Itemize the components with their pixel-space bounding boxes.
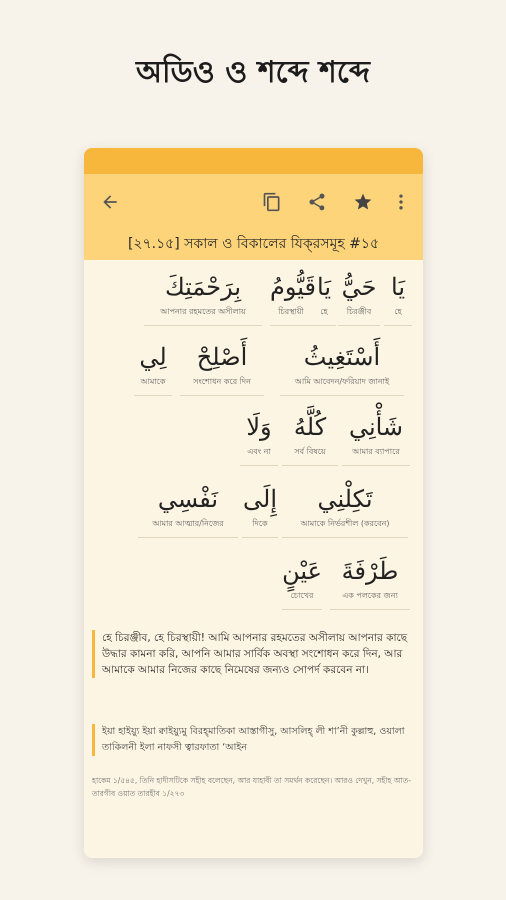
word-meaning: চিরঞ্জীব bbox=[338, 306, 380, 326]
word-arabic: يَا bbox=[391, 273, 405, 301]
word-item[interactable] bbox=[342, 410, 410, 466]
word-item[interactable] bbox=[330, 554, 410, 610]
screen-card bbox=[84, 148, 423, 858]
word-meaning: এবং না bbox=[240, 446, 278, 466]
word-meaning: চোখের bbox=[282, 590, 322, 610]
word-meaning: আমার ব্যাপারে bbox=[342, 446, 410, 466]
word-meaning: আমাকে নির্ভরশীল (করবেন) bbox=[282, 518, 408, 538]
dua-content bbox=[84, 260, 423, 858]
word-arabic: قَيُّومُ bbox=[270, 273, 316, 301]
word-item[interactable] bbox=[280, 340, 404, 396]
word-arabic: يَا bbox=[317, 273, 331, 301]
translation-text: হে চিরঞ্জীব, হে চিরস্থায়ী! আমি আপনার রহমতের অসীলায় আপনার কাছে উদ্ধার কামনা করি, আপনি আমার সার্বিক অবস্থা সংশোধন করে দিন, আর আমাকে আমার নিজের কাছে নিমেষের জন্যও সোপর্দ করবেন না। bbox=[92, 630, 420, 678]
back-button[interactable] bbox=[96, 188, 124, 216]
word-arabic: حَيُّ bbox=[341, 273, 377, 301]
share-button[interactable] bbox=[303, 188, 331, 216]
word-meaning: এক পলকের জন্য bbox=[330, 590, 410, 610]
star-icon bbox=[353, 192, 373, 212]
word-arabic: عَيْنٍ bbox=[282, 557, 322, 585]
word-item[interactable] bbox=[282, 410, 338, 466]
share-icon bbox=[307, 192, 327, 212]
word-meaning: চিরস্থায়ী bbox=[270, 306, 312, 326]
copy-button[interactable] bbox=[258, 188, 286, 216]
favorite-button[interactable] bbox=[349, 188, 377, 216]
word-arabic: تَكِلْنِي bbox=[317, 485, 373, 513]
word-arabic: نَفْسِي bbox=[157, 485, 219, 513]
more-button[interactable] bbox=[387, 188, 415, 216]
word-meaning: আমি আবেদন/ফরিয়াদ জানাই bbox=[280, 376, 404, 396]
word-item[interactable] bbox=[384, 270, 412, 326]
word-arabic: وَلَا bbox=[246, 413, 272, 441]
word-item[interactable] bbox=[180, 340, 264, 396]
word-item[interactable] bbox=[270, 270, 316, 326]
word-item[interactable] bbox=[282, 482, 408, 538]
word-arabic: أَسْتَغِيثُ bbox=[303, 343, 381, 371]
page-title: [২৭.১৫] সকাল ও বিকালের যিক্‌রসমূহ #১৫ bbox=[127, 236, 380, 252]
word-arabic: لِي bbox=[139, 343, 167, 371]
copy-icon bbox=[262, 192, 282, 212]
more-vertical-icon bbox=[391, 192, 411, 212]
word-arabic: أَصْلِحْ bbox=[196, 343, 248, 371]
word-item[interactable] bbox=[144, 270, 262, 326]
word-arabic: طَرْفَةَ bbox=[341, 557, 399, 585]
word-arabic: بِرَحْمَتِكَ bbox=[164, 273, 242, 301]
word-item[interactable] bbox=[242, 482, 278, 538]
word-meaning: আমাকে bbox=[134, 376, 172, 396]
word-item[interactable] bbox=[240, 410, 278, 466]
word-item[interactable] bbox=[134, 340, 172, 396]
app-bar bbox=[84, 174, 423, 260]
headline: অডিও ও শব্দে শব্দে bbox=[136, 55, 370, 90]
reference-text: হাকেম ১/৫৪৫, তিনি হাদীসটিকে সহীহ বলেছেন, আর যাহাবী তা সমর্থন করেছেন। আরও দেখুন, সহীহ আত-তারগীব ওয়াত তারহীব ১/২৭৩ bbox=[92, 776, 411, 798]
arrow-left-icon bbox=[100, 192, 120, 212]
status-bar bbox=[84, 148, 423, 174]
word-item[interactable] bbox=[338, 270, 380, 326]
word-arabic: كُلَّهُ bbox=[293, 413, 327, 441]
word-meaning: আমার আত্মার/নিজের bbox=[138, 518, 238, 538]
word-meaning: হে bbox=[384, 306, 412, 326]
word-meaning: সংশোধন করে দিন bbox=[180, 376, 264, 396]
word-meaning: আপনার রহমতের অসীলায় bbox=[144, 306, 262, 326]
transliteration-text: ইয়া হাইয়্যু ইয়া ক্বাইয়্যুমু বিরহ্‌মাতিকা আস্তাগীসু, আসলিহ্‌ লী শা’নী কুল্লাহু, ওয়ালা তাকিলনী ইলা নাফসী ত্বারফাতা ‘আইন bbox=[92, 724, 420, 756]
word-item[interactable] bbox=[282, 554, 322, 610]
word-arabic: إِلَى bbox=[243, 485, 277, 513]
word-meaning: হে bbox=[312, 306, 336, 326]
word-meaning: দিকে bbox=[242, 518, 278, 538]
word-meaning: সর্ব বিষয়ে bbox=[282, 446, 338, 466]
word-arabic: شَأْنِي bbox=[348, 413, 404, 441]
word-item[interactable] bbox=[138, 482, 238, 538]
